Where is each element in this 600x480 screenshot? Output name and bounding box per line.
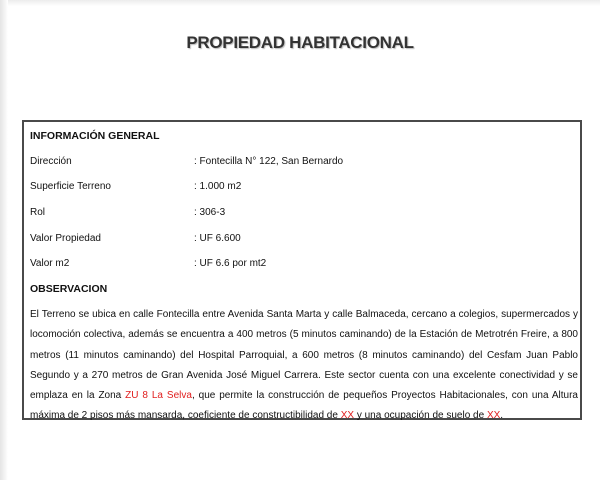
rol-label: Rol bbox=[30, 207, 46, 218]
land-area-label: Superficie Terreno bbox=[30, 181, 111, 192]
zone-highlight: ZU 8 La Selva bbox=[125, 390, 192, 402]
rol-value: : 306-3 bbox=[194, 207, 226, 218]
page-top-shadow bbox=[0, 0, 600, 6]
occupation-highlight: XX bbox=[486, 410, 501, 422]
address-value: : Fontecilla N° 122, San Bernardo bbox=[194, 156, 344, 167]
observation-text-2: , que permite la construcción de pequeños Proyectos Habitacionales, con una Altura máxima de 2 pisos más mansarda, coeficiente de constructibilidad de bbox=[30, 390, 578, 422]
value-per-m2-label: Valor m2 bbox=[30, 258, 70, 269]
address-label: Dirección bbox=[30, 156, 72, 167]
land-area-value: : 1.000 m2 bbox=[194, 181, 242, 192]
observation-text-4: . bbox=[500, 410, 504, 422]
property-value-label: Valor Propiedad bbox=[30, 233, 101, 244]
observation-paragraph bbox=[30, 305, 578, 427]
property-info-box bbox=[22, 120, 582, 420]
value-per-m2-value: : UF 6.6 por mt2 bbox=[194, 258, 267, 269]
page-title: PROPIEDAD HABITACIONAL bbox=[186, 33, 414, 52]
observation-text-1: El Terreno se ubica en calle Fontecilla entre Avenida Santa Marta y calle Balmaceda, cercano a colegios, supermercados y locomoción colectiva, además se encuentra a 400 metros (5 minutos caminando) de la Estación de Metrotrén Freire, a 800 metros (11 minutos caminando) del Hospital Parroquial, a 600 metros (8 minutos caminando) del Cesfam Juan Pablo Segundo y a 270 metros de Gran Avenida José Miguel Carrera. Este sector cuenta con una excelente conectividad y se emplaza en la Zona bbox=[30, 309, 578, 402]
general-info-heading: INFORMACIÓN GENERAL bbox=[30, 130, 160, 142]
observation-text-3: y una ocupación de suelo de bbox=[354, 410, 487, 422]
observation-heading: OBSERVACION bbox=[30, 283, 108, 295]
coefficient-highlight: XX bbox=[340, 410, 355, 422]
property-value-value: : UF 6.600 bbox=[194, 233, 241, 244]
page-left-shadow bbox=[0, 0, 8, 480]
